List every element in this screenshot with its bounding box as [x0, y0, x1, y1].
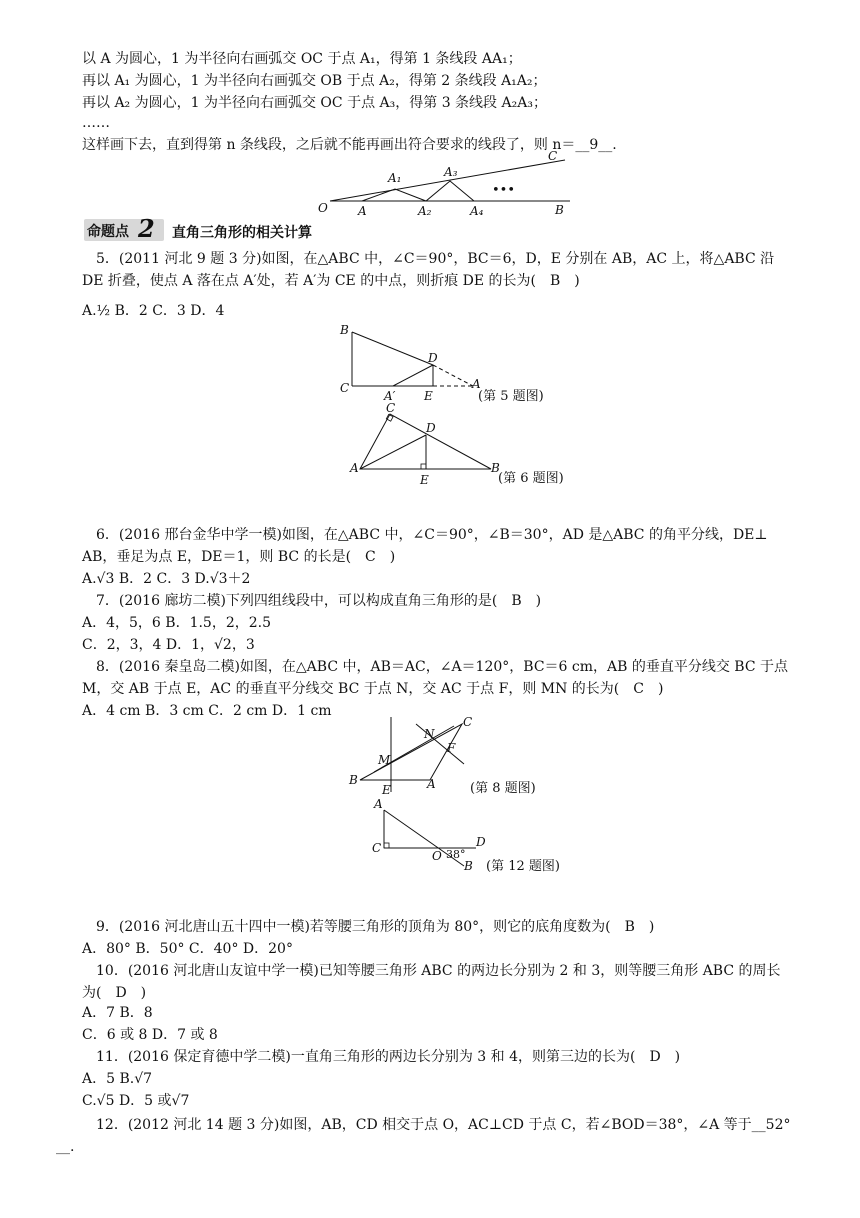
q7-line1: 7．(2016 廊坊二模)下列四组线段中，可以构成直角三角形的是( B ) [96, 593, 542, 609]
q5-line2: DE 折叠，使点 A 落在点 A′处，若 A′为 CE 的中点，则折痕 DE 的长为( B ) [82, 273, 580, 289]
text-line: 这样画下去，直到得第 n 条线段，之后就不能再画出符合要求的线段了，则 n＝__9__. [82, 137, 617, 153]
caption-fig12: (第 12 题图) [486, 859, 560, 874]
q10-optA: A．7 B．8 [82, 1005, 153, 1021]
q10-optC: C．6 或 8 D．7 或 8 [82, 1027, 218, 1043]
q5-options: A.½ B．2 C．3 D．4 [82, 303, 225, 319]
q7-optC: C．2，3，4 D．1，√2，3 [82, 637, 255, 653]
label-A3: A₃ [444, 165, 458, 179]
figure-12 [366, 794, 586, 884]
label-B: B [340, 323, 349, 337]
q5-line1: 5．(2011 河北 9 题 3 分)如图，在△ABC 中，∠C＝90°，BC＝6，D，E 分别在 AB，AC 上，将△ABC 沿 [96, 251, 775, 267]
label-B: B [491, 461, 500, 475]
caption-fig8: (第 8 题图) [470, 781, 536, 796]
q12-line1: 12．(2012 河北 14 题 3 分)如图，AB，CD 相交于点 O，AC⊥CD 于点 C，若∠BOD＝38°，∠A 等于__52° [96, 1117, 791, 1133]
label-A: A [427, 777, 436, 791]
label-C: C [548, 149, 558, 163]
figure-8 [346, 712, 566, 802]
section-badge: 命题点 2 [84, 219, 164, 241]
label-C: C [372, 841, 382, 855]
label-Aprime: A′ [384, 389, 396, 403]
label-A4: A₄ [470, 204, 484, 218]
label-A: A [374, 797, 383, 811]
text-line: 再以 A₁ 为圆心，1 为半径向右画弧交 OB 于点 A₂，得第 2 条线段 A₁A₂； [82, 73, 547, 89]
q8-options: A．4 cm B．3 cm C．2 cm D．1 cm [82, 703, 332, 719]
label-E: E [424, 389, 433, 403]
label-D: D [426, 421, 436, 435]
caption-fig5: (第 5 题图) [478, 389, 544, 404]
label-C: C [340, 381, 350, 395]
caption-fig6: (第 6 题图) [498, 471, 564, 486]
label-B: B [349, 773, 358, 787]
q6-line2: AB，垂足为点 E，DE＝1，则 BC 的长是( C ) [82, 549, 396, 565]
label-A: A [472, 377, 481, 391]
label-B: B [464, 859, 473, 873]
q9-line1: 9．(2016 河北唐山五十四中一模)若等腰三角形的顶角为 80°，则它的底角度数为( B ) [96, 919, 655, 935]
label-A: A [358, 204, 367, 218]
q12-line2: __. [56, 1139, 75, 1155]
label-M: M [378, 753, 391, 767]
section-title: 直角三角形的相关计算 [172, 225, 312, 241]
label-B: B [555, 203, 564, 217]
q8-line2: M，交 AB 于点 E，AC 的垂直平分线交 BC 于点 N，交 AC 于点 F，则 MN 的长为( C ) [82, 681, 664, 697]
figure-6 [346, 402, 576, 492]
q10-line1: 10．(2016 河北唐山友谊中学一模)已知等腰三角形 ABC 的两边长分别为 2 和 3，则等腰三角形 ABC 的周长 [96, 963, 781, 979]
q6-options: A.√3 B．2 C．3 D.√3＋2 [82, 571, 251, 587]
text-line: 再以 A₂ 为圆心，1 为半径向右画弧交 OC 于点 A₃，得第 3 条线段 A₂A₃； [82, 95, 547, 111]
label-N: N [424, 727, 435, 741]
q9-options: A．80° B．50° C．40° D．20° [82, 941, 293, 957]
figure-5 [338, 322, 568, 412]
text-line: 以 A 为圆心，1 为半径向右画弧交 OC 于点 A₁，得第 1 条线段 AA₁； [82, 51, 522, 67]
label-angle: 38° [446, 848, 466, 861]
label-O: O [318, 201, 328, 215]
label-D: D [476, 835, 486, 849]
q11-optA: A．5 B.√7 [82, 1071, 153, 1087]
q8-line1: 8．(2016 秦皇岛二模)如图，在△ABC 中，AB＝AC，∠A＝120°，BC＝6 cm，AB 的垂直平分线交 BC 于点 [96, 659, 789, 675]
label-dots: ••• [492, 183, 516, 198]
text-line: …… [82, 115, 110, 131]
q11-optC: C.√5 D．5 或√7 [82, 1093, 190, 1109]
label-A: A [350, 461, 359, 475]
q7-optA: A．4，5，6 B．1.5，2，2.5 [82, 615, 272, 631]
q11-line1: 11．(2016 保定育德中学二模)一直角三角形的两边长分别为 3 和 4，则第三边的长为( D ) [96, 1049, 681, 1065]
q6-line1: 6．(2016 邢台金华中学一模)如图，在△ABC 中，∠C＝90°，∠B＝30°，AD 是△ABC 的角平分线，DE⊥ [96, 527, 768, 543]
angle-arc-figure [310, 150, 580, 220]
label-C: C [386, 401, 396, 415]
label-E: E [382, 783, 391, 797]
label-A1: A₁ [388, 171, 402, 185]
q10-line2: 为( D ) [82, 985, 147, 1001]
label-O: O [432, 849, 442, 863]
label-A2: A₂ [418, 204, 432, 218]
label-F: F [447, 741, 456, 755]
label-C: C [463, 715, 473, 729]
label-D: D [428, 351, 438, 365]
label-E: E [420, 473, 429, 487]
